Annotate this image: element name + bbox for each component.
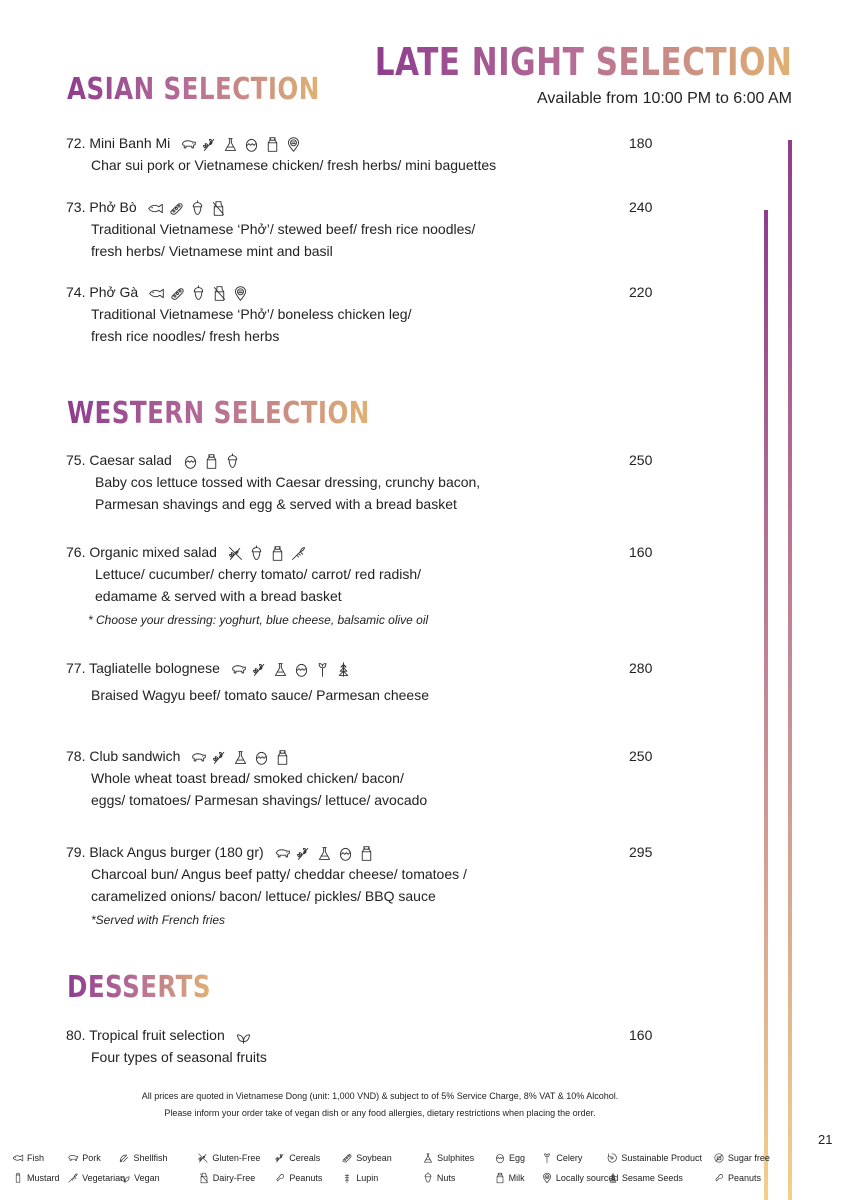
legend-label: Egg [509, 1153, 526, 1163]
legend-item [197, 1152, 274, 1164]
legend-item [422, 1172, 494, 1184]
legend-label: Mustard [27, 1173, 60, 1183]
item-price: 250 [629, 748, 653, 764]
item-description: fresh herbs/ Vietnamese mint and basil [91, 242, 333, 259]
milk-icon [494, 1172, 506, 1184]
legend-row [12, 1148, 772, 1168]
cereals-icon [211, 749, 228, 766]
item-name: 73. Phở Bò [66, 199, 137, 216]
vegan-icon [119, 1172, 131, 1184]
item-description: edamame & served with a bread basket [95, 587, 342, 604]
egg-icon [337, 845, 354, 862]
legend-item [422, 1152, 494, 1164]
sesame-seeds-icon [607, 1172, 619, 1184]
allergen-icons [274, 845, 375, 862]
item-description: Baby cos lettuce tossed with Caesar dressing, crunchy bacon, [95, 474, 481, 490]
legend-item [12, 1172, 67, 1184]
item-price: 160 [629, 544, 653, 560]
milk-icon [358, 845, 375, 862]
soybean-icon [169, 285, 186, 302]
legend-row [12, 1168, 772, 1188]
legend-label: Cereals [289, 1153, 321, 1163]
legend-label: Sulphites [437, 1153, 475, 1163]
menu-item [66, 450, 666, 515]
vegetarian-icon [67, 1172, 79, 1184]
mustard-icon [12, 1172, 24, 1184]
legend-label: Sustainable Product [621, 1153, 702, 1163]
nuts-icon [189, 200, 206, 217]
celery-icon [541, 1152, 553, 1164]
item-note: * Choose your dressing: yoghurt, blue cheese, balsamic olive oil [88, 613, 429, 627]
egg-icon [293, 661, 310, 678]
item-description: Traditional Vietnamese ‘Phở’/ stewed beef/ fresh rice noodles/ [91, 221, 476, 237]
late-night-header [283, 40, 792, 108]
item-description: Whole wheat toast bread/ smoked chicken/ bacon/ [91, 770, 404, 786]
fish-icon [148, 285, 165, 302]
legend-label: Fish [27, 1153, 45, 1163]
pork-icon [274, 845, 291, 862]
legend-label: Celery [556, 1153, 583, 1163]
item-name: 72. Mini Banh Mi [66, 135, 171, 152]
legend-label: Shellfish [133, 1153, 168, 1163]
sustainable-product-icon [606, 1152, 618, 1164]
item-description: Four types of seasonal fruits [91, 1049, 267, 1065]
item-name: 77. Tagliatelle bolognese [66, 660, 220, 677]
legend-item [607, 1172, 713, 1184]
legend-label: Peanuts [289, 1173, 323, 1183]
egg-icon [253, 749, 270, 766]
pork-icon [180, 136, 197, 153]
allergen-icons [182, 453, 241, 470]
gluten-free-icon [197, 1152, 209, 1164]
legend-label: Nuts [436, 1173, 456, 1183]
soybean-icon [341, 1152, 353, 1164]
sulphites-icon [316, 845, 333, 862]
item-description: Braised Wagyu beef/ tomato sauce/ Parmesan cheese [91, 687, 429, 703]
allergen-icons [148, 285, 249, 302]
page-title: LATE NIGHT SELECTION [374, 40, 792, 84]
legend-label: Soybean [356, 1153, 392, 1163]
item-name: 79. Black Angus burger (180 gr) [66, 844, 264, 861]
item-name: 74. Phở Gà [66, 284, 139, 301]
item-description: fresh rice noodles/ fresh herbs [91, 327, 280, 344]
pork-icon [230, 661, 247, 678]
legend-item [341, 1152, 422, 1164]
allergen-legend [12, 1148, 772, 1188]
section-title-desserts: DESSERTS [67, 970, 211, 1005]
item-name: 80. Tropical fruit selection [66, 1027, 225, 1044]
item-price: 160 [629, 1027, 653, 1043]
cereals-icon [201, 136, 218, 153]
cereals-icon [274, 1152, 286, 1164]
legend-label: Milk [508, 1173, 525, 1183]
item-description: Char sui pork or Vietnamese chicken/ fresh herbs/ mini baguettes [91, 157, 497, 173]
lupin-icon [341, 1172, 353, 1184]
legend-label: Peanuts [728, 1173, 762, 1183]
legend-item [12, 1152, 67, 1164]
milk-icon [274, 749, 291, 766]
menu-item [66, 542, 666, 632]
item-description: Parmesan shavings and egg & served with a bread basket [95, 495, 457, 512]
peanuts-icon [713, 1172, 725, 1184]
price-note: All prices are quoted in Vietnamese Dong (unit: 1,000 VND) & subject to of 5% Service Charge, 8% VAT & 10% Alcohol. [141, 1091, 619, 1101]
legend-item [198, 1172, 275, 1184]
locally-sourced-icon [541, 1172, 553, 1184]
allergy-note: Please inform your order take of vegan dish or any food allergies, dietary restrictions when placing the order. [164, 1108, 596, 1118]
legend-label: Lupin [356, 1173, 379, 1183]
legend-item [67, 1152, 118, 1164]
cereals-icon [251, 661, 268, 678]
legend-item [67, 1172, 126, 1184]
section-title-western: WESTERN SELECTION [67, 396, 370, 431]
allergen-icons [180, 136, 302, 153]
legend-label: Locally sourced [555, 1173, 619, 1183]
shellfish-icon [118, 1152, 130, 1164]
nuts-icon [224, 453, 241, 470]
decorative-bar [788, 140, 792, 1200]
item-price: 240 [629, 199, 653, 215]
item-description: caramelized onions/ bacon/ lettuce/ pickles/ BBQ sauce [91, 887, 436, 904]
legend-item [118, 1152, 197, 1164]
fish-icon [147, 200, 164, 217]
menu-item [66, 1025, 666, 1069]
legend-label: Sugar free [727, 1153, 770, 1163]
allergen-icons [235, 1028, 252, 1045]
celery-icon [314, 661, 331, 678]
item-price: 280 [629, 660, 653, 676]
legend-label: Pork [82, 1153, 101, 1163]
dairy-free-icon [210, 200, 227, 217]
item-price: 250 [629, 452, 653, 468]
soybean-icon [168, 200, 185, 217]
legend-label: Gluten-Free [212, 1153, 261, 1163]
sugar-free-icon [713, 1152, 725, 1164]
legend-label: Dairy-Free [212, 1173, 256, 1183]
page-number: 21 [818, 1132, 833, 1147]
legend-item [541, 1172, 619, 1184]
item-price: 295 [629, 844, 653, 860]
vegan-icon [235, 1028, 252, 1045]
legend-item [713, 1172, 772, 1184]
milk-icon [269, 545, 286, 562]
legend-item [606, 1152, 712, 1164]
item-description: Lettuce/ cucumber/ cherry tomato/ carrot/ red radish/ [95, 566, 422, 582]
cereals-icon [295, 845, 312, 862]
decorative-bar [764, 210, 768, 1200]
legend-item [274, 1152, 341, 1164]
peanuts-icon [274, 1172, 286, 1184]
sulphites-icon [422, 1152, 434, 1164]
item-price: 180 [629, 135, 653, 151]
menu-item [66, 133, 666, 177]
dairy-free-icon [211, 285, 228, 302]
allergen-icons [230, 661, 352, 678]
legend-item [119, 1172, 198, 1184]
allergen-icons [147, 200, 227, 217]
nuts-icon [248, 545, 265, 562]
menu-item [66, 842, 666, 932]
locally-sourced-icon [232, 285, 249, 302]
egg-icon [494, 1152, 506, 1164]
menu-item [66, 658, 666, 707]
legend-label: Vegetarian [82, 1173, 126, 1183]
milk-icon [264, 136, 281, 153]
locally-sourced-icon [285, 136, 302, 153]
availability-hours: Available from 10:00 PM to 6:00 AM [537, 90, 792, 107]
egg-icon [243, 136, 260, 153]
item-note: *Served with French fries [91, 913, 226, 927]
nuts-icon [422, 1172, 434, 1184]
item-name: 75. Caesar salad [66, 452, 172, 469]
menu-item [66, 282, 666, 347]
legend-item [274, 1172, 341, 1184]
gluten-free-icon [227, 545, 244, 562]
sesame-seeds-icon [335, 661, 352, 678]
allergen-icons [227, 545, 307, 562]
vegetarian-icon [290, 545, 307, 562]
item-description: eggs/ tomatoes/ Parmesan shavings/ lettuce/ avocado [91, 791, 428, 808]
price-disclaimer [0, 1088, 760, 1122]
item-name: 78. Club sandwich [66, 748, 181, 765]
milk-icon [203, 453, 220, 470]
pork-icon [190, 749, 207, 766]
legend-item [494, 1152, 541, 1164]
menu-item [66, 197, 666, 262]
egg-icon [182, 453, 199, 470]
item-description: Traditional Vietnamese ‘Phở’/ boneless chicken leg/ [91, 306, 412, 322]
item-price: 220 [629, 284, 653, 300]
menu-item [66, 746, 666, 811]
section-title-asian: ASIAN SELECTION [67, 72, 320, 107]
legend-label: Sesame Seeds [621, 1173, 683, 1183]
legend-item [713, 1152, 772, 1164]
nuts-icon [190, 285, 207, 302]
pork-icon [67, 1152, 79, 1164]
fish-icon [12, 1152, 24, 1164]
allergen-icons [190, 749, 291, 766]
sulphites-icon [272, 661, 289, 678]
legend-label: Vegan [134, 1173, 160, 1183]
legend-item [494, 1172, 541, 1184]
legend-item [341, 1172, 422, 1184]
sulphites-icon [222, 136, 239, 153]
sulphites-icon [232, 749, 249, 766]
legend-item [541, 1152, 606, 1164]
item-description: Charcoal bun/ Angus beef patty/ cheddar cheese/ tomatoes / [91, 866, 467, 882]
dairy-free-icon [198, 1172, 210, 1184]
item-name: 76. Organic mixed salad [66, 544, 217, 561]
